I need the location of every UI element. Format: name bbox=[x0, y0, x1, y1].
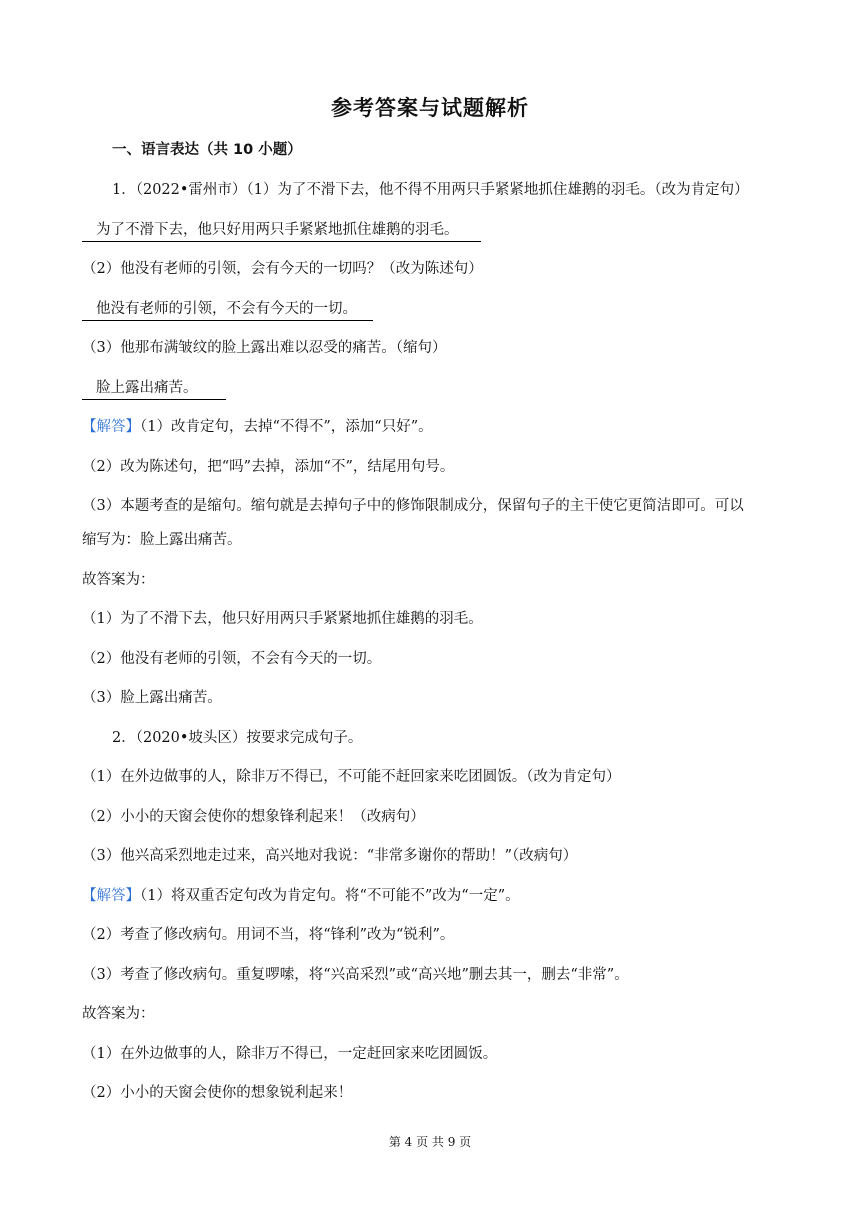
q1-solution-1 bbox=[82, 417, 433, 437]
q1-final-2: （2）他没有老师的引领，不会有今天的一切。 bbox=[82, 651, 382, 667]
q2-stem: 2．（2020•坡头区）按要求完成句子。 bbox=[112, 730, 363, 746]
q1-stem: 1．（2022•雷州市）（1）为了不滑下去，他不得不用两只手紧紧地抓住雄鹅的羽毛。（改为肯定句） bbox=[112, 182, 749, 198]
page-footer: 第 4 页 共 9 页 bbox=[388, 1135, 472, 1149]
answer-blank: 为了不滑下去，他只好用两只手紧紧地抓住雄鹅的羽毛。 bbox=[82, 220, 481, 242]
q1-final-1: （1）为了不滑下去，他只好用两只手紧紧地抓住雄鹅的羽毛。 bbox=[82, 611, 483, 627]
q1-sub-2: （2）他没有老师的引领，会有今天的一切吗？（改为陈述句） bbox=[82, 261, 483, 277]
q1-answer-3 bbox=[82, 378, 226, 400]
q1-final-3: （3）脸上露出痛苦。 bbox=[82, 690, 222, 706]
q2-sub-2: （2）小小的天窗会使你的想象锋利起来！（改病句） bbox=[82, 809, 425, 825]
section-heading: 一、语言表达（共 10 小题） bbox=[112, 142, 302, 158]
q1-solution-2: （2）改为陈述句，把“吗”去掉，添加“不”，结尾用句号。 bbox=[82, 459, 455, 475]
q2-answer-heading: 故答案为： bbox=[82, 1006, 155, 1022]
q1-solution-3b: 缩写为：脸上露出痛苦。 bbox=[82, 532, 242, 548]
q1-sub-3: （3）他那布满皱纹的脸上露出难以忍受的痛苦。（缩句） bbox=[82, 340, 447, 356]
q2-sub-3: （3）他兴高采烈地走过来，高兴地对我说：“非常多谢你的帮助！”（改病句） bbox=[82, 848, 578, 864]
solution-tag: 【解答】 bbox=[82, 888, 140, 904]
q2-solution-2: （2）考查了修改病句。用词不当，将“锋利”改为“锐利”。 bbox=[82, 927, 455, 943]
q1-answer-1 bbox=[82, 220, 481, 242]
solution-text: （1）将双重否定句改为肯定句。将“不可能不”改为“一定”。 bbox=[140, 888, 520, 904]
q2-final-2: （2）小小的天窗会使你的想象锐利起来！ bbox=[82, 1085, 353, 1101]
answer-blank: 脸上露出痛苦。 bbox=[82, 378, 226, 400]
q1-solution-3a: （3）本题考查的是缩句。缩句就是去掉句子中的修饰限制成分，保留句子的主干使它更简洁即可。可以 bbox=[82, 498, 744, 514]
q2-solution-3: （3）考查了修改病句。重复啰嗦，将“兴高采烈”或“高兴地”删去其一，删去“非常”。 bbox=[82, 967, 629, 983]
page-title: 参考答案与试题解析 bbox=[331, 96, 529, 120]
solution-text: （1）改肯定句，去掉“不得不”，添加“只好”。 bbox=[140, 419, 433, 435]
solution-tag: 【解答】 bbox=[82, 419, 140, 435]
q1-answer-heading: 故答案为： bbox=[82, 572, 155, 588]
answer-blank: 他没有老师的引领，不会有今天的一切。 bbox=[82, 299, 373, 321]
q2-final-1: （1）在外边做事的人，除非万不得已，一定赶回家来吃团圆饭。 bbox=[82, 1046, 498, 1062]
q2-sub-1: （1）在外边做事的人，除非万不得已，不可能不赶回家来吃团圆饭。（改为肯定句） bbox=[82, 769, 621, 785]
q1-answer-2 bbox=[82, 299, 373, 321]
q2-solution-1 bbox=[82, 886, 520, 906]
